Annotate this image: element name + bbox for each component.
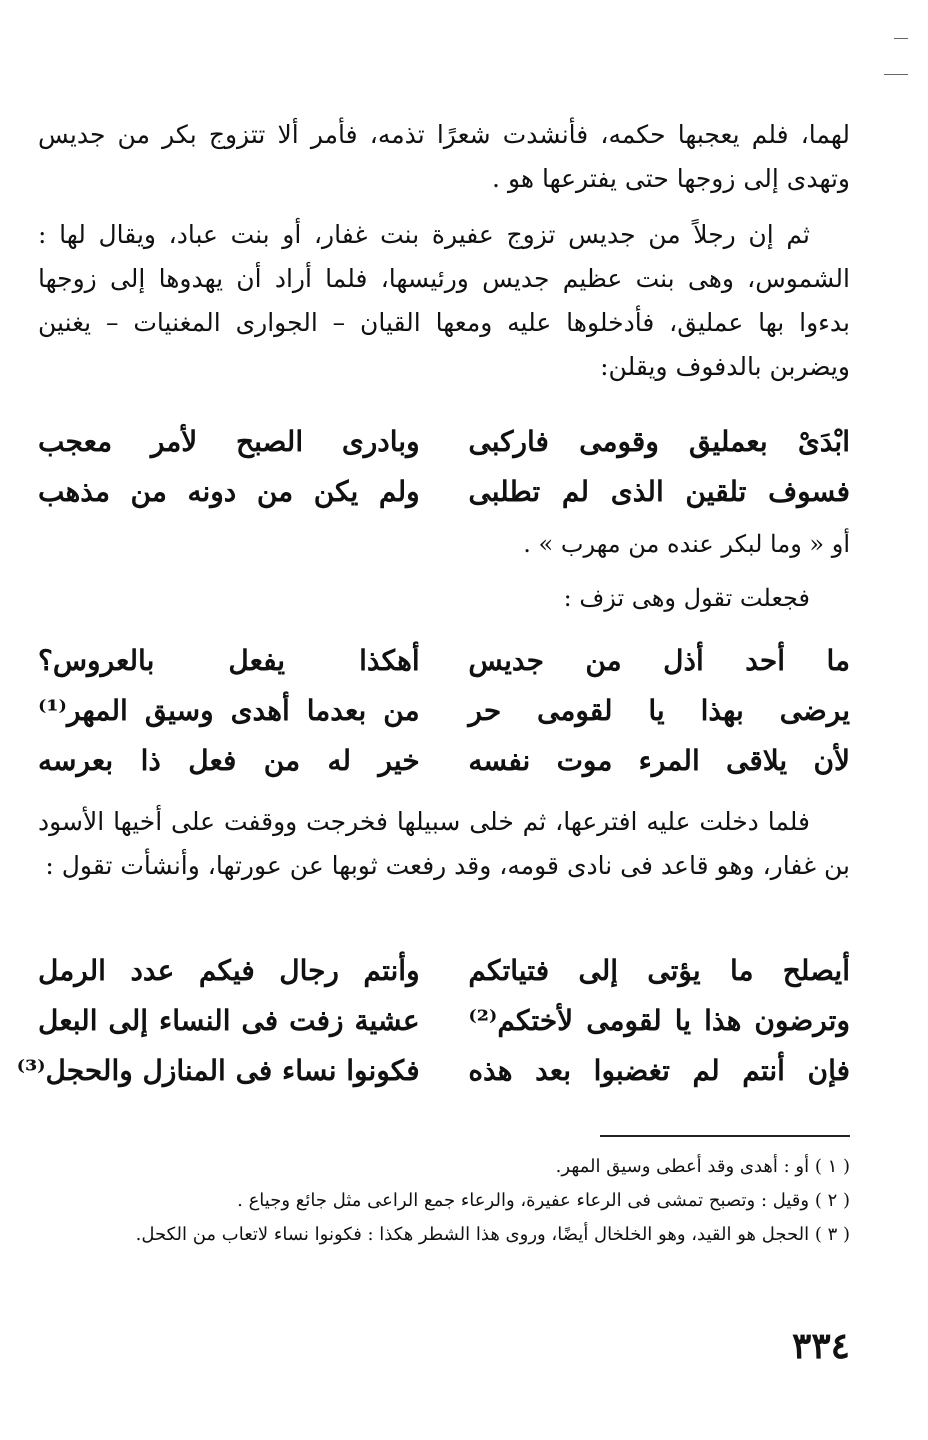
verse-hemistich-first: ما أحد أذل من جديس: [468, 643, 850, 677]
variant-reading: أو « وما لبكر عنده من مهرب » .: [523, 530, 850, 558]
verse-hemistich-second: عشية زفت فى النساء إلى البعل: [38, 1003, 420, 1037]
verse-block-3: [16, 945, 850, 1095]
verse-hemistich-second: أهكذا يفعل بالعروس؟: [38, 643, 420, 677]
verse-block-1: [38, 416, 850, 516]
verse-line: [38, 466, 850, 516]
paragraph-2: ثم إن رجلاً من جديس تزوج عفيرة بنت غفار، أو بنت عباد، ويقال لها : الشموس، وهى بنت عظيم جديس ورئيسها، فلما أراد أن يهدوها إلى زوجها بدءوا بها عمليق، فأدخلوها عليه ومعها القيان – الجوارى المغنيات – يغنين ويضربن بالدفوف ويقلن:: [38, 220, 850, 381]
page-number: ٣٣٤: [791, 1325, 850, 1367]
verse-hemistich-first: أيصلح ما يؤتى إلى فتياتكم: [468, 953, 850, 987]
verse-line: [38, 995, 850, 1045]
verse-hemistich-second: وأنتم رجال فيكم عدد الرمل: [38, 953, 420, 987]
verse-hemistich-second: ولم يكن من دونه من مذهب: [38, 474, 420, 508]
intro-line: فجعلت تقول وهى تزف :: [563, 584, 810, 612]
scan-mark-mid: [884, 74, 908, 75]
verse-line: [38, 735, 850, 785]
verse-hemistich-second: فكونوا نساء فى المنازل والحجل⁽³⁾: [16, 1053, 420, 1087]
verse-hemistich-first: يرضى بهذا يا لقومى حر: [468, 693, 850, 727]
footnotes: [38, 1150, 850, 1252]
verse-hemistich-first: ابْدَىْ بعمليق وقومى فاركبى: [468, 424, 850, 458]
verse-block-2: [38, 635, 850, 785]
scan-mark-top: [894, 38, 908, 39]
paragraph-3: فلما دخلت عليه افترعها، ثم خلى سبيلها فخرجت ووقفت على أخيها الأسود بن غفار، وهو قاعد فى نادى قومه، وقد رفعت ثوبها عن عورتها، وأنشأت تقول :: [38, 807, 850, 880]
footnote-2: ( ٢ ) وقيل : وتصبح تمشى فى الرعاء عفيرة، والرعاء جمع الراعى مثل جائع وجياع .: [237, 1190, 850, 1211]
verse-line: [16, 1045, 850, 1095]
verse-hemistich-second: من بعدما أهدى وسيق المهر⁽¹⁾: [38, 693, 420, 727]
verse-hemistich-first: لأن يلاقى المرء موت نفسه: [468, 743, 850, 777]
verse-line: [38, 945, 850, 995]
paragraph-1: لهما، فلم يعجبها حكمه، فأنشدت شعرًا تذمه، فأمر ألا تتزوج بكر من جديس وتهدى إلى زوجها حتى يفترعها هو .: [38, 120, 850, 193]
verse-hemistich-second: خير له من فعل ذا بعرسه: [38, 743, 420, 777]
verse-hemistich-first: فإن أنتم لم تغضبوا بعد هذه: [468, 1053, 850, 1087]
verse-line: [38, 635, 850, 685]
verse-hemistich-first: فسوف تلقين الذى لم تطلبى: [468, 474, 850, 508]
verse-hemistich-second: وبادرى الصبح لأمر معجب: [38, 424, 420, 458]
footnote-3: ( ٣ ) الحجل هو القيد، وهو الخلخال أيضًا، وروى هذا الشطر هكذا : فكونوا نساء لاتعاب من الكحل.: [135, 1224, 850, 1245]
verse-line: [38, 685, 850, 735]
footnote-1: ( ١ ) أو : أهدى وقد أعطى وسيق المهر.: [555, 1156, 850, 1177]
footnote-separator: [600, 1135, 850, 1137]
verse-line: [38, 416, 850, 466]
verse-hemistich-first: وترضون هذا يا لقومى لأختكم⁽²⁾: [468, 1003, 850, 1037]
